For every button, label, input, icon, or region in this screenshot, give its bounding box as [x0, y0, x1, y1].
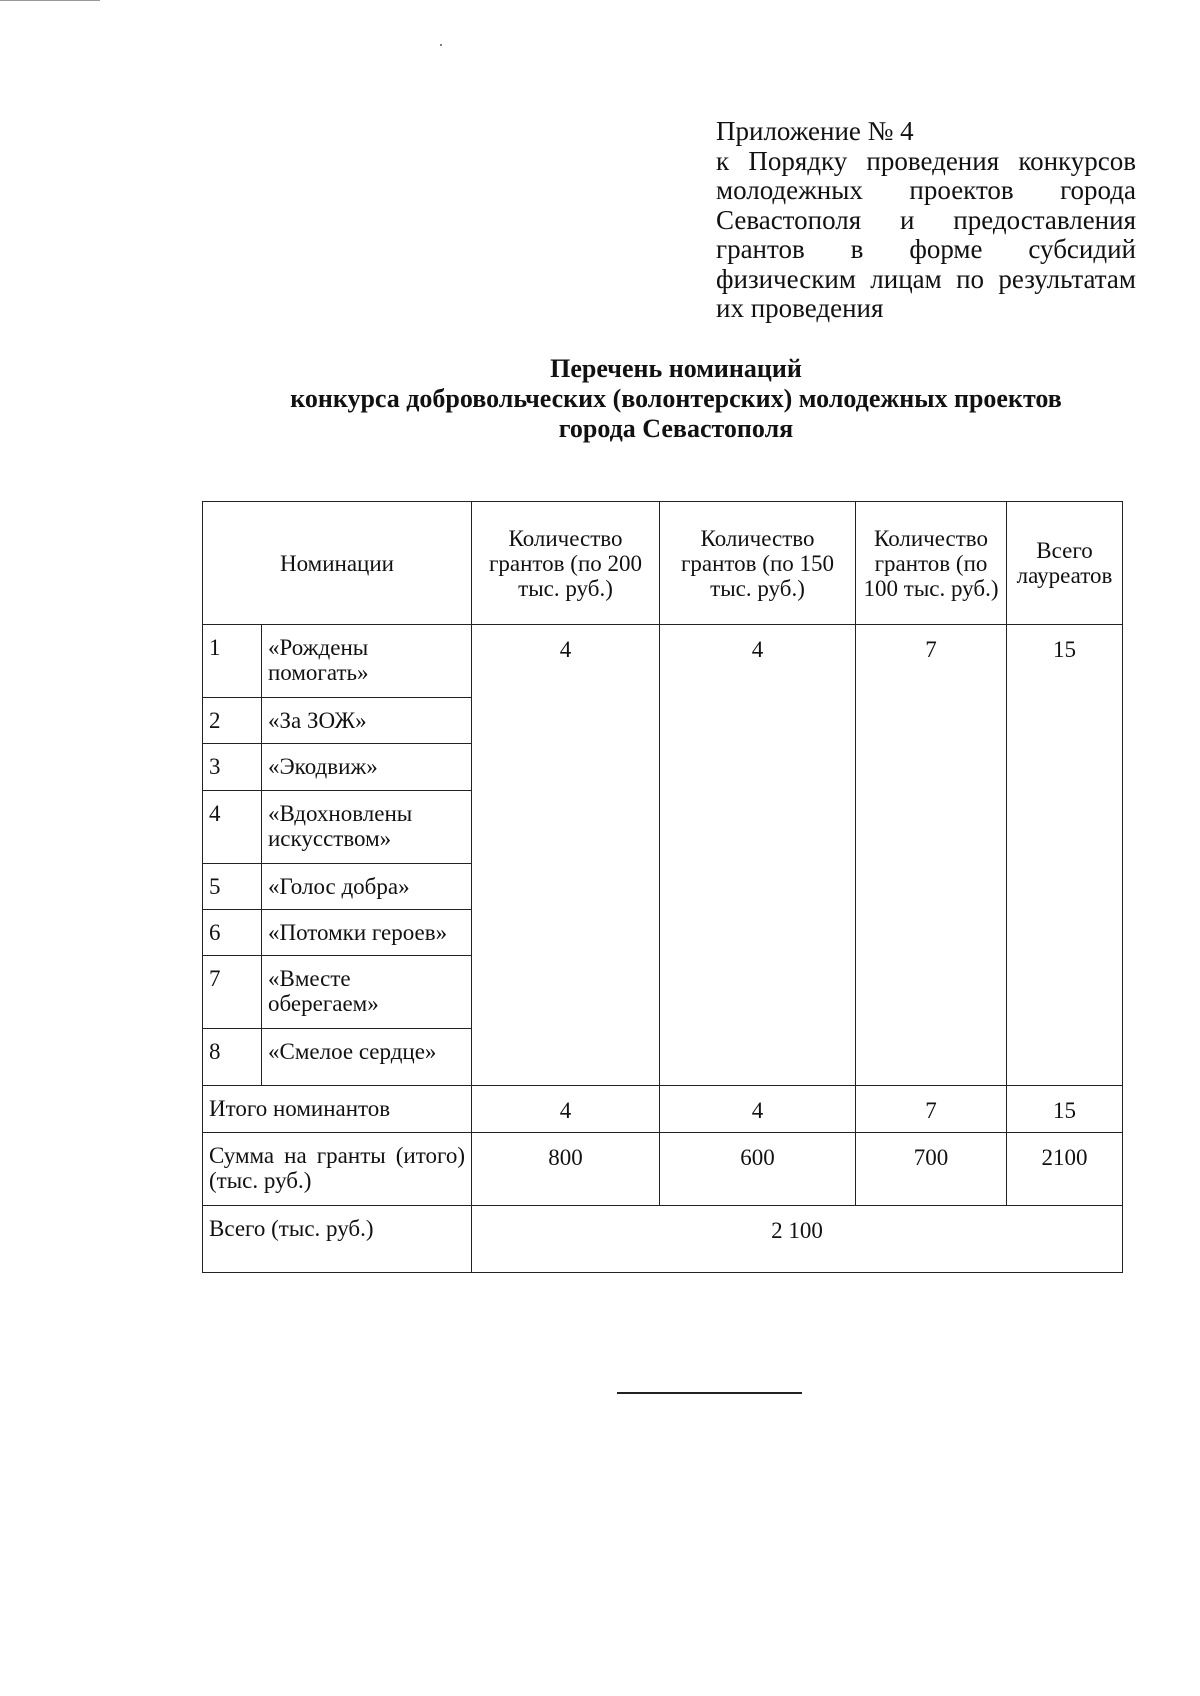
closing-rule: [617, 1392, 802, 1394]
title-line-1: Перечень номинаций: [550, 354, 802, 383]
nomination-number: 5: [203, 864, 262, 910]
count-grants-150: 4: [660, 625, 856, 1086]
grant-sum-row: [203, 1133, 1123, 1206]
nomination-name: «Смелое сердце»: [262, 1029, 472, 1086]
grant-sum-100: 700: [856, 1133, 1007, 1206]
nomination-name: «Потомки героев»: [262, 910, 472, 956]
document-title: [200, 354, 1152, 444]
appendix-body: к Порядку проведения конкурсов молодежных проектов города Севастополя и предоставления грантов в форме субсидий физическим лицам по результатам их проведения: [716, 145, 1136, 323]
nomination-number: 3: [203, 744, 262, 791]
scan-speck: [440, 44, 442, 46]
nomination-name: «Экодвиж»: [262, 744, 472, 791]
appendix-block: [716, 117, 1136, 324]
grant-sum-200: 800: [472, 1133, 660, 1206]
title-line-3: города Севастополя: [558, 414, 794, 443]
nominees-total-all: 15: [1007, 1086, 1123, 1133]
nomination-number: 2: [203, 698, 262, 744]
grant-sum-150: 600: [660, 1133, 856, 1206]
header-row: [203, 502, 1123, 625]
grand-total-row: [203, 1206, 1123, 1273]
nomination-number: 7: [203, 956, 262, 1029]
nomination-name: «Вдохновлены искусством»: [262, 791, 472, 864]
header-grants-200: Количество грантов (по 200 тыс. руб.): [472, 502, 660, 625]
nomination-number: 8: [203, 1029, 262, 1086]
nomination-number: 1: [203, 625, 262, 698]
count-grants-100: 7: [856, 625, 1007, 1086]
nominees-total-200: 4: [472, 1086, 660, 1133]
nominees-total-150: 4: [660, 1086, 856, 1133]
count-grants-200: 4: [472, 625, 660, 1086]
grant-sum-label: Сумма на гранты (итого) (тыс. руб.): [203, 1133, 472, 1206]
nominees-total-100: 7: [856, 1086, 1007, 1133]
grand-total-label: Всего (тыс. руб.): [203, 1206, 472, 1273]
nomination-number: 6: [203, 910, 262, 956]
nomination-name: «Рождены помогать»: [262, 625, 472, 698]
table-row: [203, 625, 1123, 698]
header-grants-150: Количество грантов (по 150 тыс. руб.): [660, 502, 856, 625]
nomination-number: 4: [203, 791, 262, 864]
grand-total-value: 2 100: [472, 1206, 1123, 1273]
nominations-table: [202, 501, 1123, 1273]
nomination-name: «Вместе оберегаем»: [262, 956, 472, 1029]
grant-sum-all: 2100: [1007, 1133, 1123, 1206]
nomination-name: «За ЗОЖ»: [262, 698, 472, 744]
header-laureates: Всего лауреатов: [1007, 502, 1123, 625]
nomination-name: «Голос добра»: [262, 864, 472, 910]
nominees-total-label: Итого номинантов: [203, 1086, 472, 1133]
appendix-title: Приложение № 4: [716, 116, 914, 146]
nominees-total-row: [203, 1086, 1123, 1133]
header-nominations: Номинации: [203, 502, 472, 625]
title-line-2: конкурса добровольческих (волонтерских) молодежных проектов: [290, 384, 1062, 413]
scan-edge-line: [0, 0, 100, 1]
count-laureates: 15: [1007, 625, 1123, 1086]
header-grants-100: Количество грантов (по 100 тыс. руб.): [856, 502, 1007, 625]
